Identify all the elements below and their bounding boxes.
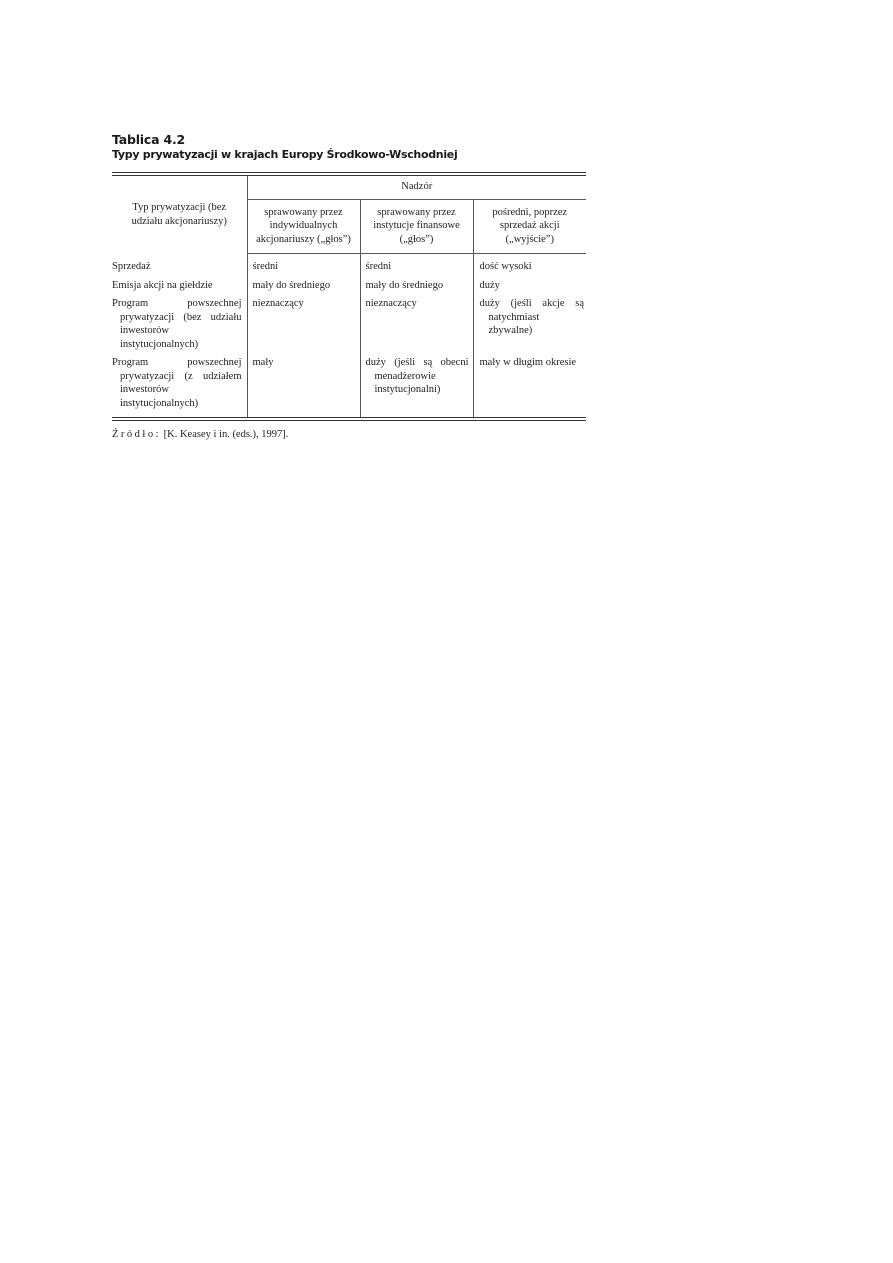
- row-type-cell: Sprzedaż: [112, 254, 247, 276]
- source-text: [K. Keasey i in. (eds.), 1997].: [163, 429, 289, 440]
- value-cell: średni: [247, 254, 360, 276]
- table-row: [112, 276, 586, 295]
- row-type-cell: Emisja akcji na giełdzie: [112, 276, 247, 295]
- value-cell: mały w długim okresie: [479, 357, 577, 368]
- document-page: [112, 132, 586, 440]
- value-cell: średni: [360, 254, 473, 276]
- value-cell: mały: [247, 353, 360, 417]
- table-row: [112, 353, 586, 417]
- table-row: [112, 294, 586, 353]
- row-type-cell: Program powszechnej prywatyzacji (bez udziału inwestorów instytucjonalnych): [112, 294, 247, 353]
- value-cell: duży (jeśli akcje są natychmiast zbywalne): [479, 298, 584, 336]
- table-label: Tablica 4.2: [112, 132, 186, 147]
- table-row: [112, 254, 586, 276]
- table-bottom-rule: [112, 417, 586, 421]
- value-cell: mały do średniego: [360, 276, 473, 295]
- value-cell: nieznaczący: [360, 294, 473, 353]
- header-row-group: [112, 176, 586, 199]
- privatization-table: [112, 176, 586, 417]
- value-cell: duży (jeśli są obecni menadżerowie instytucjonalni): [360, 353, 473, 417]
- row-type-cell: Program powszechnej prywatyzacji (z udziałem inwestorów instytucjonalnych): [112, 353, 247, 417]
- column-header-indirect: pośredni, poprzez sprzedaż akcji („wyjście”): [473, 199, 586, 254]
- value-cell: dość wysoki: [479, 261, 532, 272]
- source-note: [112, 429, 586, 440]
- column-header-institutions: sprawowany przez instytucje finansowe („głos”): [360, 199, 473, 254]
- value-cell: mały do średniego: [247, 276, 360, 295]
- row-header-cell: Typ prywatyzacji (bez udziału akcjonariuszy): [112, 176, 247, 254]
- value-cell: nieznaczący: [247, 294, 360, 353]
- table-title: Typy prywatyzacji w krajach Europy Środkowo-Wschodniej: [112, 148, 458, 161]
- value-cell: duży: [479, 279, 500, 291]
- source-label: Źródło:: [112, 429, 161, 440]
- group-header-nadzor: Nadzór: [247, 176, 586, 199]
- column-header-individual: sprawowany przez indywidualnych akcjonariuszy („głos”): [247, 199, 360, 254]
